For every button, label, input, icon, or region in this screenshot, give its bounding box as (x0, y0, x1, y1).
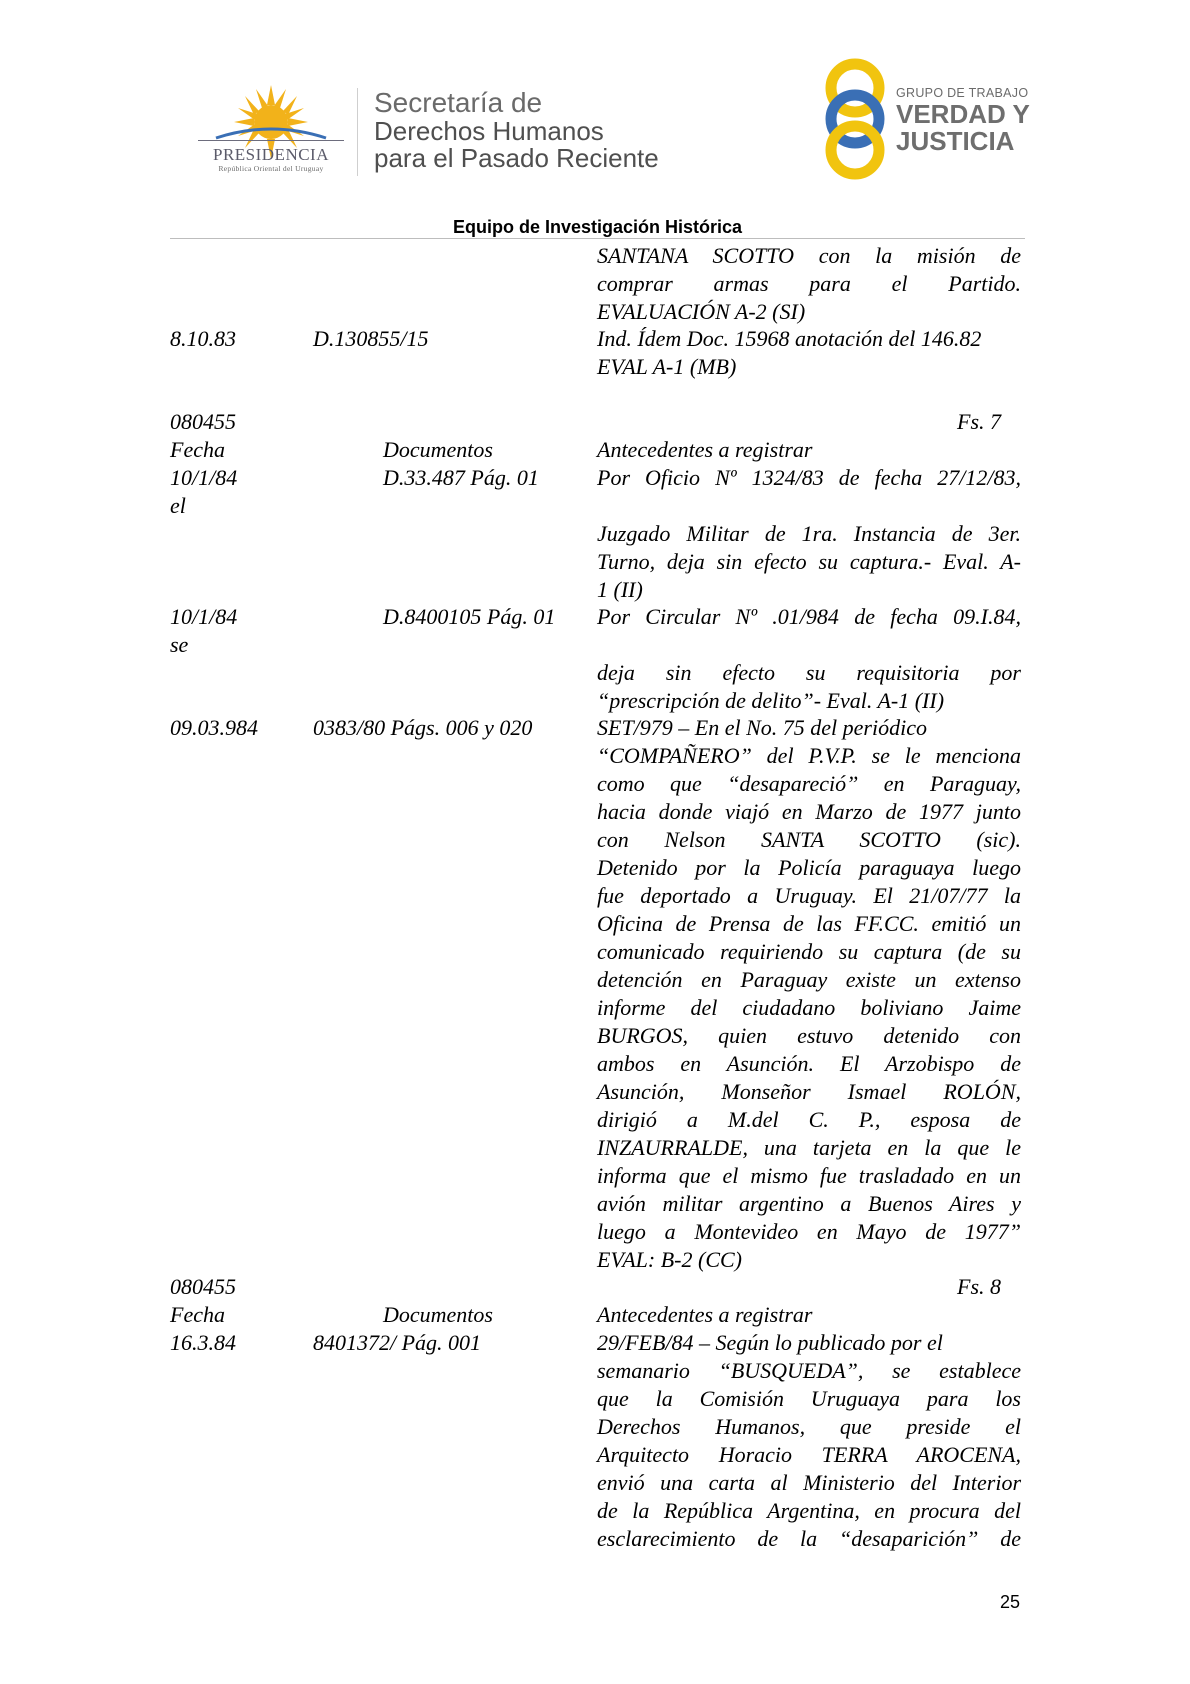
entry-line: Juzgado Militar de 1ra. Instancia de 3er. (597, 521, 1021, 546)
secretaria-line-2: Derechos Humanos (374, 116, 604, 146)
column-header-antecedents: Antecedentes a registrar (597, 437, 813, 462)
entry-line: INZAURRALDE, una tarjeta en la que le (597, 1135, 1021, 1160)
entry-line: Derechos Humanos, que preside el (597, 1414, 1021, 1439)
secretaria-line-1: Secretaría de (374, 87, 543, 118)
entry-date: 16.3.84 (170, 1330, 236, 1355)
entry-document: D.8400105 Pág. 01 (383, 604, 556, 629)
column-header-date: Fecha (170, 437, 225, 462)
cont-line: comprar armas para el Partido. (597, 271, 1021, 296)
entry-document: D.130855/15 (313, 326, 429, 351)
entry-line: Arquitecto Horacio TERRA AROCENA, (597, 1442, 1021, 1467)
entry-line: EVAL A-1 (MB) (597, 354, 737, 379)
column-header-date: Fecha (170, 1302, 225, 1327)
entry-line: “prescripción de delito”- Eval. A-1 (II) (597, 688, 945, 713)
entry-line: informa que el mismo fue trasladado en un (597, 1163, 1021, 1188)
record-code: 080455 (170, 409, 236, 434)
entry-document: 0383/80 Págs. 006 y 020 (313, 715, 533, 740)
entry-line: ambos en Asunción. El Arzobispo de (597, 1051, 1021, 1076)
column-header-documents: Documentos (383, 1302, 493, 1327)
secretaria-line-3: para el Pasado Reciente (374, 143, 659, 173)
entry-line: Detenido por la Policía paraguaya luego (597, 855, 1021, 880)
entry-line: envió una carta al Ministerio del Interior (597, 1470, 1021, 1495)
entry-line: BURGOS, quien estuvo detenido con (597, 1023, 1021, 1048)
entry-line: que la Comisión Uruguaya para los (597, 1386, 1021, 1411)
entry-line: luego a Montevideo en Mayo de 1977” (597, 1219, 1021, 1244)
column-header-antecedents: Antecedentes a registrar (597, 1302, 813, 1327)
entry-line: como que “desapareció” en Paraguay, (597, 771, 1021, 796)
entry-document: D.33.487 Pág. 01 (383, 465, 539, 490)
entry-line: comunicado requiriendo su captura (de su (597, 939, 1021, 964)
entry-line: detención en Paraguay existe un extenso (597, 967, 1021, 992)
entry-line: dirigió a M.del C. P., esposa de (597, 1107, 1021, 1132)
entry-date-continuation: el (170, 493, 186, 518)
record-code: 080455 (170, 1274, 236, 1299)
column-header-documents: Documentos (383, 437, 493, 462)
page-number: 25 (1000, 1592, 1021, 1612)
presidencia-name: PRESIDENCIA (212, 145, 329, 164)
entry-line: Por Circular Nº .01/984 de fecha 09.I.84, (597, 604, 1021, 629)
entry-line: semanario “BUSQUEDA”, se establece (597, 1358, 1021, 1383)
entry-date: 10/1/84 (170, 465, 238, 490)
entry-line: Por Oficio Nº 1324/83 de fecha 27/12/83, (597, 465, 1021, 490)
entry-line: SET/979 – En el No. 75 del periódico (597, 715, 927, 740)
entry-line: avión militar argentino a Buenos Aires y (597, 1191, 1021, 1216)
entry-line: “COMPAÑERO” del P.V.P. se le menciona (597, 743, 1021, 768)
team-title: Equipo de Investigación Histórica (452, 217, 743, 237)
entry-date: 09.03.984 (170, 715, 258, 740)
entry-line: hacia donde viajó en Marzo de 1977 junto (597, 799, 1021, 824)
gtvj-line-1: GRUPO DE TRABAJO (896, 86, 1029, 100)
entry-line: 29/FEB/84 – Según lo publicado por el (597, 1330, 943, 1355)
entry-line: deja sin efecto su requisitoria por (597, 660, 1021, 685)
entry-line: esclarecimiento de la “desaparición” de (597, 1526, 1021, 1551)
entry-line: Oficina de Prensa de las FF.CC. emitió un (597, 911, 1021, 936)
entry-line: de la República Argentina, en procura del (597, 1498, 1021, 1523)
entry-line: con Nelson SANTA SCOTTO (sic). (597, 827, 1021, 852)
cont-line: EVALUACIÓN A-2 (SI) (597, 299, 806, 324)
entry-line: informe del ciudadano boliviano Jaime (597, 995, 1021, 1020)
entry-document: 8401372/ Pág. 001 (313, 1330, 482, 1355)
presidencia-subtitle: República Oriental del Uruguay (218, 164, 324, 173)
folio-number: Fs. 7 (957, 409, 1001, 434)
gtvj-line-3: JUSTICIA (896, 126, 1015, 156)
cont-line: SANTANA SCOTTO con la misión de (597, 243, 1021, 268)
entry-date-continuation: se (170, 632, 189, 657)
entry-line: 1 (II) (597, 577, 643, 602)
entry-date: 10/1/84 (170, 604, 238, 629)
entry-line: Ind. Ídem Doc. 15968 anotación del 146.82 (597, 326, 982, 351)
entry-line: Asunción, Monseñor Ismael ROLÓN, (597, 1079, 1021, 1104)
entry-line: EVAL: B-2 (CC) (597, 1247, 743, 1272)
entry-line: Turno, deja sin efecto su captura.- Eval. A- (597, 549, 1021, 574)
entry-date: 8.10.83 (170, 326, 236, 351)
gtvj-line-2: VERDAD Y (896, 99, 1030, 129)
folio-number: Fs. 8 (957, 1274, 1001, 1299)
entry-line: fue deportado a Uruguay. El 21/07/77 la (597, 883, 1021, 908)
